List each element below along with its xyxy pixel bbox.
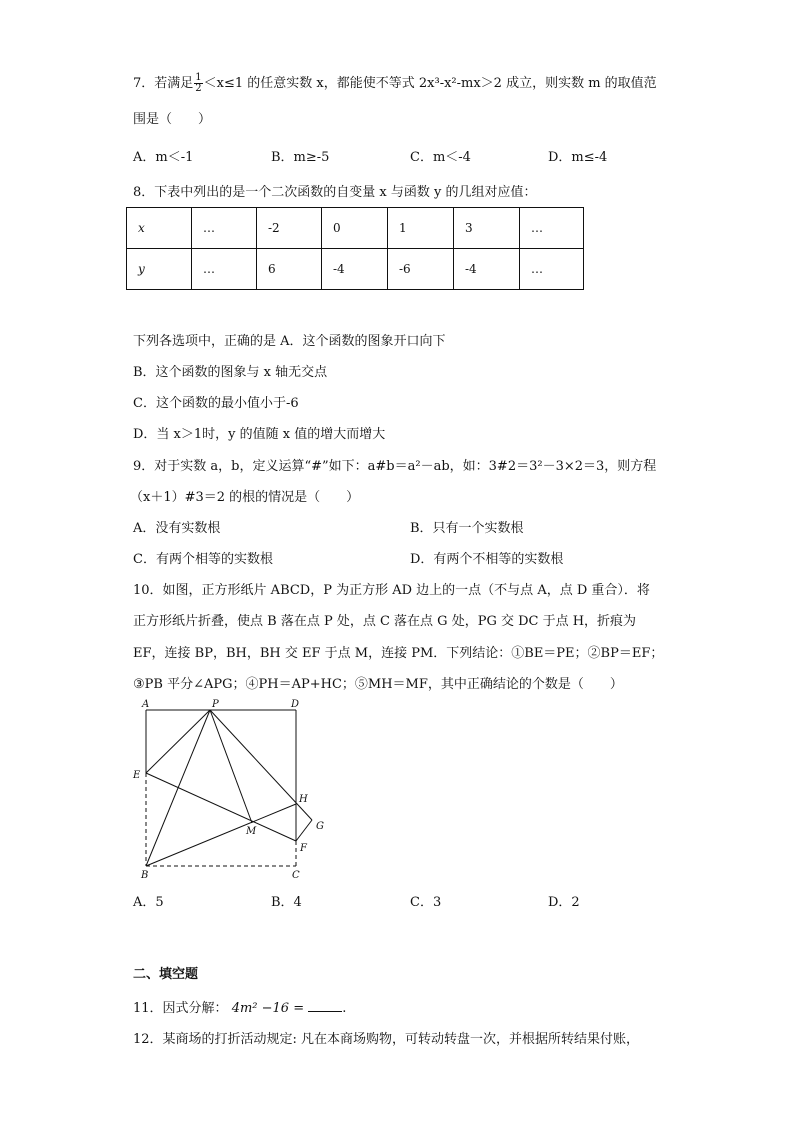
- q10-line1: 10．如图，正方形纸片 ABCD，P 为正方形 AD 边上的一点（不与点 A，点 D 重合）．将: [133, 583, 650, 598]
- q9-line2: （x＋1）#3＝2 的根的情况是（ ）: [130, 490, 360, 505]
- table-cell: -6: [388, 249, 454, 290]
- q10-line4: ③PB 平分∠APG；④PH＝AP+HC；⑤MH＝MF，其中正确结论的个数是（ ）: [133, 677, 623, 692]
- label-b: B: [141, 870, 149, 881]
- q10-line2: 正方形纸片折叠，使点 B 落在点 P 处，点 C 落在点 G 处，PG 交 DC 于点 H，折痕为: [133, 614, 637, 629]
- label-a: A: [142, 699, 150, 710]
- label-f: F: [300, 843, 307, 854]
- q12-line1: 12．某商场的打折活动规定: 凡在本商场购物，可转动转盘一次，并根据所转结果付账，: [133, 1032, 640, 1047]
- table-cell: 0: [322, 208, 388, 249]
- q7-prefix: 7．若满足: [133, 76, 194, 91]
- q7-option-c[interactable]: C．m＜-4: [410, 150, 471, 165]
- q7-option-d[interactable]: D．m≤-4: [548, 150, 608, 165]
- label-g: G: [316, 821, 324, 832]
- q9-option-b[interactable]: B．只有一个实数根: [410, 521, 524, 536]
- table-cell: 3: [454, 208, 520, 249]
- label-m: M: [246, 826, 257, 837]
- table-cell: -4: [322, 249, 388, 290]
- q11-expression: 4m² −16 =: [231, 1001, 305, 1016]
- table-cell: y: [127, 249, 192, 290]
- table-cell: …: [192, 249, 257, 290]
- segment-pg: [210, 710, 312, 820]
- q9-option-c[interactable]: C．有两个相等的实数根: [133, 552, 273, 567]
- q10-option-c[interactable]: C．3: [410, 895, 442, 910]
- q8-stem: 8．下表中列出的是一个二次函数的自变量 x 与函数 y 的几组对应值：: [133, 185, 537, 200]
- label-d: D: [291, 699, 300, 710]
- section-title-fill-in: 二、填空题: [133, 967, 199, 982]
- table-cell: -4: [454, 249, 520, 290]
- segment-pm: [210, 710, 252, 823]
- q8-option-d[interactable]: D．当 x＞1时，y 的值随 x 值的增大而增大: [133, 427, 386, 442]
- q11-prefix: 11．因式分解：: [133, 1001, 228, 1016]
- q11-suffix: .: [342, 1001, 347, 1016]
- segment-pb: [146, 710, 210, 866]
- table-cell: -2: [257, 208, 322, 249]
- q8-option-b[interactable]: B．这个函数的图象与 x 轴无交点: [133, 365, 328, 380]
- segment-gf: [296, 820, 312, 841]
- q7-option-b[interactable]: B．m≥-5: [271, 150, 330, 165]
- q7-middle: ＜x≤1 的任意实数 x，都能使不等式 2x³-x²-mx＞2 成立，则实数 m 的取值范: [203, 76, 657, 91]
- q10-option-a[interactable]: A．5: [133, 895, 164, 910]
- q9-line1: 9．对于实数 a，b，定义运算“#”如下：a#b＝a²－ab，如：3#2＝3²－3×2＝3，则方程: [133, 459, 657, 474]
- q8-option-c[interactable]: C．这个函数的最小值小于-6: [133, 396, 299, 411]
- label-c: C: [292, 870, 300, 881]
- table-cell: …: [192, 208, 257, 249]
- q10-option-b[interactable]: B．4: [271, 895, 302, 910]
- table-cell: x: [127, 208, 192, 249]
- q10-option-d[interactable]: D．2: [548, 895, 580, 910]
- label-e: E: [133, 770, 141, 781]
- table-cell: 6: [257, 249, 322, 290]
- q11-line: [133, 997, 346, 1016]
- segment-ef: [146, 773, 296, 841]
- q9-option-a[interactable]: A．没有实数根: [133, 521, 221, 536]
- q11-answer-blank[interactable]: [308, 999, 342, 1012]
- q7-option-a[interactable]: A．m＜-1: [133, 150, 194, 165]
- table-cell: 1: [388, 208, 454, 249]
- q10-line3: EF，连接 BP，BH，BH 交 EF 于点 M，连接 PM．下列结论：①BE＝PE；②BP＝EF；: [133, 646, 664, 661]
- q7-line2: 围是（ ）: [133, 112, 212, 127]
- label-p: P: [212, 699, 219, 710]
- q9-option-d[interactable]: D．有两个不相等的实数根: [410, 552, 564, 567]
- segment-bh: [146, 804, 296, 866]
- segment-ep: [146, 710, 210, 773]
- q7-fraction: $\frac{1}{2}$: [195, 72, 202, 94]
- table-cell: …: [520, 208, 584, 249]
- label-h: H: [299, 794, 308, 805]
- q8-lead: 下列各选项中，正确的是 A．这个函数的图象开口向下: [133, 334, 446, 349]
- table-cell: …: [520, 249, 584, 290]
